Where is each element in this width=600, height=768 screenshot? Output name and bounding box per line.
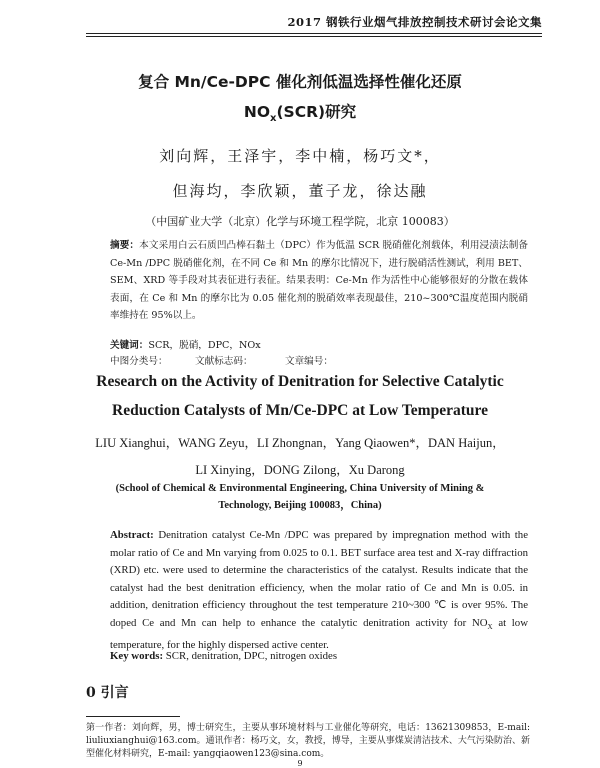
cn-title-line1: 复合 Mn/Ce-DPC 催化剂低温选择性催化还原: [138, 73, 462, 91]
page-number: 9: [297, 759, 303, 768]
section-heading: 0 引言: [86, 685, 129, 701]
en-abstract-tail: at low temperature, for the highly dispersed active center.: [110, 616, 529, 651]
footnote: 第一作者：刘向辉，男，博士研究生，主要从事环境材料与工业催化等研究，电话：13621309853，E-mail: liuliuxianghui@163.com。通讯作者：杨巧文，女，教授，博导，主要从事煤炭清洁技术、大气污染防治、新型催化材料研究，E-mail: yangqiaowen123@sina.com。: [86, 723, 530, 760]
en-authors-line2: LI Xinying，DONG Zilong，Xu Darong: [195, 463, 405, 477]
cn-abstract-label: 摘要：: [110, 240, 140, 251]
cn-keywords-text: SCR，脱硝，DPC，NOx: [148, 340, 261, 351]
cn-doc-code-label: 文献标志码：: [195, 356, 253, 367]
en-abstract-label: Abstract:: [110, 529, 154, 541]
header-rule-thin: [86, 36, 542, 37]
en-keywords-text: SCR, denitration, DPC, nitrogen oxides: [165, 650, 338, 662]
cn-title-rest: (SCR)研究: [276, 103, 357, 121]
en-title-line2: Reduction Catalysts of Mn/Ce-DPC at Low Temperature: [112, 402, 488, 419]
footnote-rule: [86, 716, 180, 717]
cn-title-subscript: x: [270, 113, 277, 125]
cn-abstract-text: 本文采用白云石质凹凸棒石黏土（DPC）作为低温 SCR 脱硝催化剂载体，利用浸渍法制备 Ce-Mn /DPC 脱硝催化剂，在不同 Ce 和 Mn 的摩尔比情况下，进行脱硝活性测试，利用 BET、SEM、XRD 等手段对其表征进行表征。结果表明：Ce-Mn 作为活性中心能够很好的分散在载体表面，在 Ce 和 Mn 的摩尔比为 0.05 催化剂的脱硝效率表现最佳，210~300℃温度范围内脱硝率维持在 95%以上。: [110, 240, 528, 321]
en-abstract-text: Denitration catalyst Ce-Mn /DPC was prepared by impregnation method with the molar ratio of Ce and Mn varying from 0.025 to 0.1. BET surface area test and X-ray diffraction (XRD) etc. were used to determine the characteristics of the catalyst. Results indicate that the catalyst had the best denitration efficiency, when the molar ratio of Ce and Mn is 0.05. in addition, denitration efficiency throughout the test temperature 210~300 ℃ is over 95%. The doped Ce and Mn can help to enhance the catalytic denitration activity for NO: [110, 529, 529, 629]
cn-title-line2: [0, 100, 600, 124]
journal-header: 2017 钢铁行业烟气排放控制技术研讨会论文集: [287, 15, 542, 29]
en-keywords-label: Key words:: [110, 650, 164, 662]
en-abstract: [110, 527, 528, 654]
cn-authors-line1: 刘向辉，王泽宇，李中楠，杨巧文*，: [159, 147, 441, 165]
cn-abstract: [110, 237, 528, 325]
en-keywords: [110, 650, 337, 662]
header-rule: [86, 33, 542, 34]
en-affiliation-line1: (School of Chemical & Environmental Engineering, China University of Mining &: [115, 483, 485, 494]
en-abstract-subscript: X: [487, 623, 493, 632]
en-title-line1: Research on the Activity of Denitration for Selective Catalytic: [96, 373, 504, 390]
cn-keywords-label: 关键词：: [110, 340, 149, 351]
cn-clc-label: 中图分类号：: [110, 356, 168, 367]
cn-keywords: [110, 337, 261, 351]
en-affiliation-line2: Technology, Beijing 100083，China): [218, 500, 382, 511]
cn-authors-line2: 但海均，李欣颖，董子龙，徐达融: [172, 182, 428, 200]
cn-article-no-label: 文章编号：: [285, 356, 333, 367]
en-authors-line1: LIU Xianghui，WANG Zeyu，LI Zhongnan，Yang Qiaowen*，DAN Haijun，: [95, 436, 505, 450]
cn-title-formula: NO: [243, 103, 271, 121]
cn-affiliation: （中国矿业大学（北京）化学与环境工程学院，北京 100083）: [145, 215, 455, 228]
